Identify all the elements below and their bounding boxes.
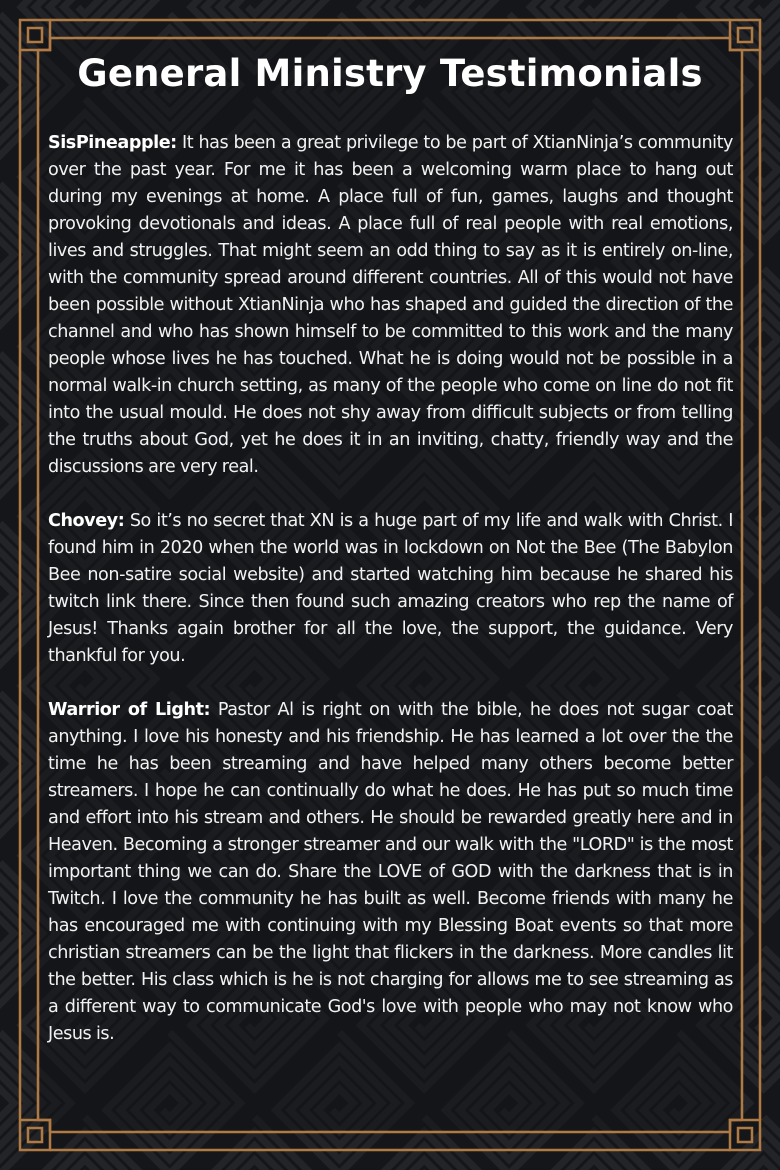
testimonial-author: SisPineapple: <box>48 133 177 153</box>
testimonials-list <box>48 130 733 1075</box>
corner-ornament-top-right-icon <box>730 20 760 50</box>
testimonial-text: It has been a great privilege to be part of XtianNinja’s community over the past year. For me it has been a welcoming warm place to hang out during my evenings at home. A place full of fun, games, laughs and thought provoking devotionals and ideas. A place full of real people with real emotions, lives and struggles. That might seem an odd thing to say as it is entirely on-line, with the community spread around different countries. All of this would not have been possible without XtianNinja who has shaped and guided the direction of the channel and who has shown himself to be committed to this work and the many people whose lives he has touched. What he is doing would not be possible in a normal walk-in church setting, as many of the people who come on line do not fit into the usual mould. He does not shy away from difficult subjects or from telling the truths about God, yet he does it in an inviting, chatty, friendly way and the discussions are very real. <box>48 133 733 477</box>
testimonial-item <box>48 508 733 670</box>
corner-ornament-top-left-icon <box>20 20 50 50</box>
testimonial-text: So it’s no secret that XN is a huge part of my life and walk with Christ. I found him in 2020 when the world was in lockdown on Not the Bee (The Babylon Bee non-satire social website) and started watching him because he shared his twitch link there. Since then found such amazing creators who rep the name of Jesus! Thanks again brother for all the love, the support, the guidance. Very thankful for you. <box>48 511 733 666</box>
corner-ornament-bottom-right-icon <box>730 1120 760 1150</box>
testimonial-item <box>48 130 733 481</box>
testimonial-author: Chovey: <box>48 511 125 531</box>
testimonial-item <box>48 697 733 1048</box>
corner-ornament-bottom-left-icon <box>20 1120 50 1150</box>
testimonial-author: Warrior of Light: <box>48 700 211 720</box>
testimonial-text: Pastor Al is right on with the bible, he does not sugar coat anything. I love his honesty and his friendship. He has learned a lot over the the time he has been streaming and have helped many others become better streamers. I hope he can continually do what he does. He has put so much time and effort into his stream and others. He should be rewarded greatly here and in Heaven. Becoming a stronger streamer and our walk with the "LORD" is the most important thing we can do. Share the LOVE of GOD with the darkness that is in Twitch. I love the community he has built as well. Become friends with many he has encouraged me with continuing with my Blessing Boat events so that more christian streamers can be the light that flickers in the darkness. More candles lit the better. His class which is he is not charging for allows me to see streaming as a different way to communicate God's love with people who may not know who Jesus is. <box>48 700 733 1044</box>
page-title: General Ministry Testimonials <box>77 52 703 95</box>
